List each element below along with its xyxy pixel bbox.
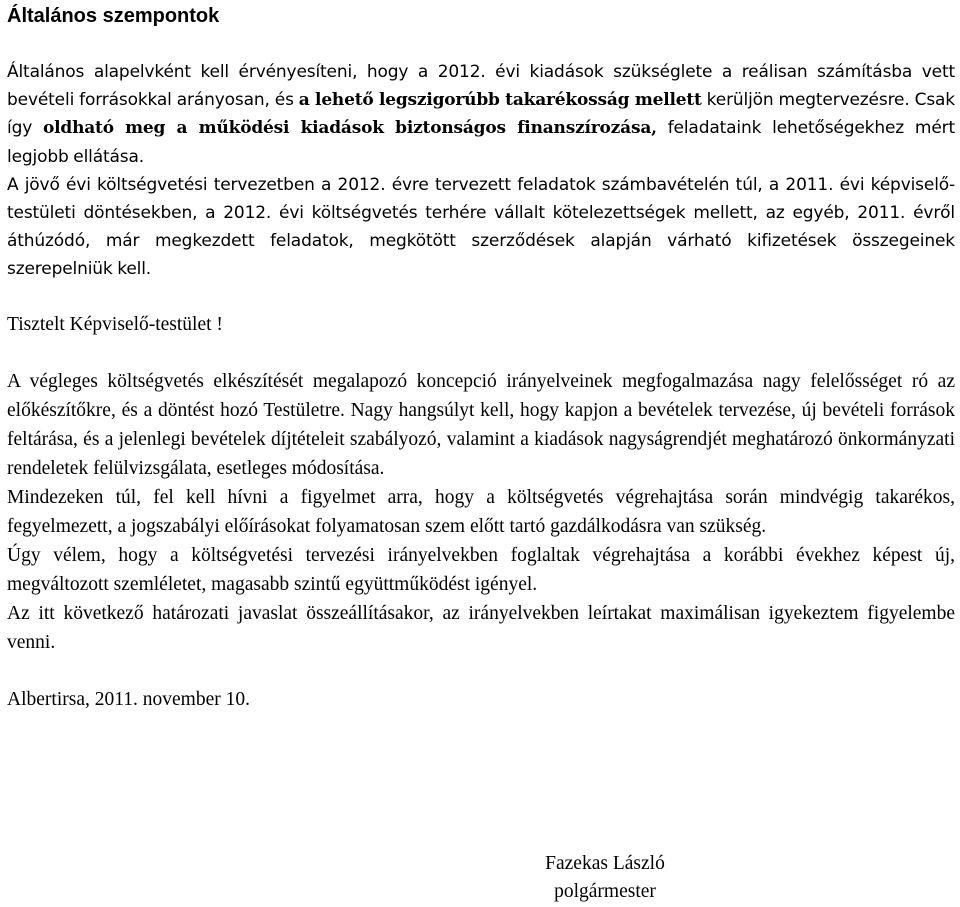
- paragraph-text: kerüljön megtervezésre. Csak így: [7, 90, 955, 139]
- paragraph-proposal: Az itt következő határozati javaslat összeállításakor, az irányelvekben leírtakat maximálisan igyekeztem figyelembe venni.: [7, 602, 955, 653]
- paragraph-attention: Mindezeken túl, fel kell hívni a figyelmet arra, hogy a költségvetés végrehajtása során mindvégig takarékos, fegyelmezett, a jogszabályi előírásokat folyamatosan szem előtt tartó gazdálkodásra van szükség.: [7, 486, 955, 537]
- paragraph-budget-draft: A jövő évi költségvetési tervezetben a 2012. évre tervezett feladatok számbavételén túl, a 2011. évi képviselő-testületi döntésekben, a 2012. évi költségvetés terhére vállalt kötelezettségek mellett, az egyéb, 2011. évről áthúzódó, már megkezdett feladatok, megkötött szerződések alapján várható kifizetések összegeinek szerepelniük kell.: [7, 174, 955, 280]
- document-page: [7, 0, 955, 714]
- paragraph-text: Általános alapelvként kell érvényesíteni, hogy a 2012. évi kiadások szükséglete a reálisan számításba vett bevételi forrásokkal arányosan, és: [7, 62, 955, 111]
- emphasis-text: a lehető legszigorúbb takarékosság mellett: [298, 90, 702, 111]
- paragraph-general-principle: [7, 58, 955, 171]
- greeting: Tisztelt Képviselő-testület !: [7, 313, 223, 335]
- date-line: Albertirsa, 2011. november 10.: [7, 688, 250, 710]
- signer-name: Fazekas László: [545, 853, 665, 874]
- signer-title: polgármester: [554, 881, 656, 902]
- section-heading: Általános szempontok: [7, 5, 220, 27]
- paragraph-concept: A végleges költségvetés elkészítését megalapozó koncepció irányelveinek megfogalmazása nagy felelősséget ró az előkészítőkre, és a döntést hozó Testületre. Nagy hangsúlyt kell, hogy kapjon a bevételek tervezése, új bevételi források feltárása, és a jelenlegi bevételek díjtételeit szabályozó, valamint a kiadások nagyságrendjét meghatározó önkormányzati rendeletek felülvizsgálata, esetleges módosítása.: [7, 370, 955, 479]
- paragraph-opinion: Úgy vélem, hogy a költségvetési tervezési irányelvekben foglaltak végrehajtása a korábbi évekhez képest új, megváltozott szemléletet, magasabb szintű együttműködést igényel.: [7, 544, 955, 595]
- signature-block: [520, 850, 690, 906]
- emphasis-text: oldható meg a működési kiadások biztonságos finanszírozása,: [42, 118, 657, 139]
- paragraph-text: feladataink lehetőségekhez mért legjobb ellátása.: [7, 118, 955, 167]
